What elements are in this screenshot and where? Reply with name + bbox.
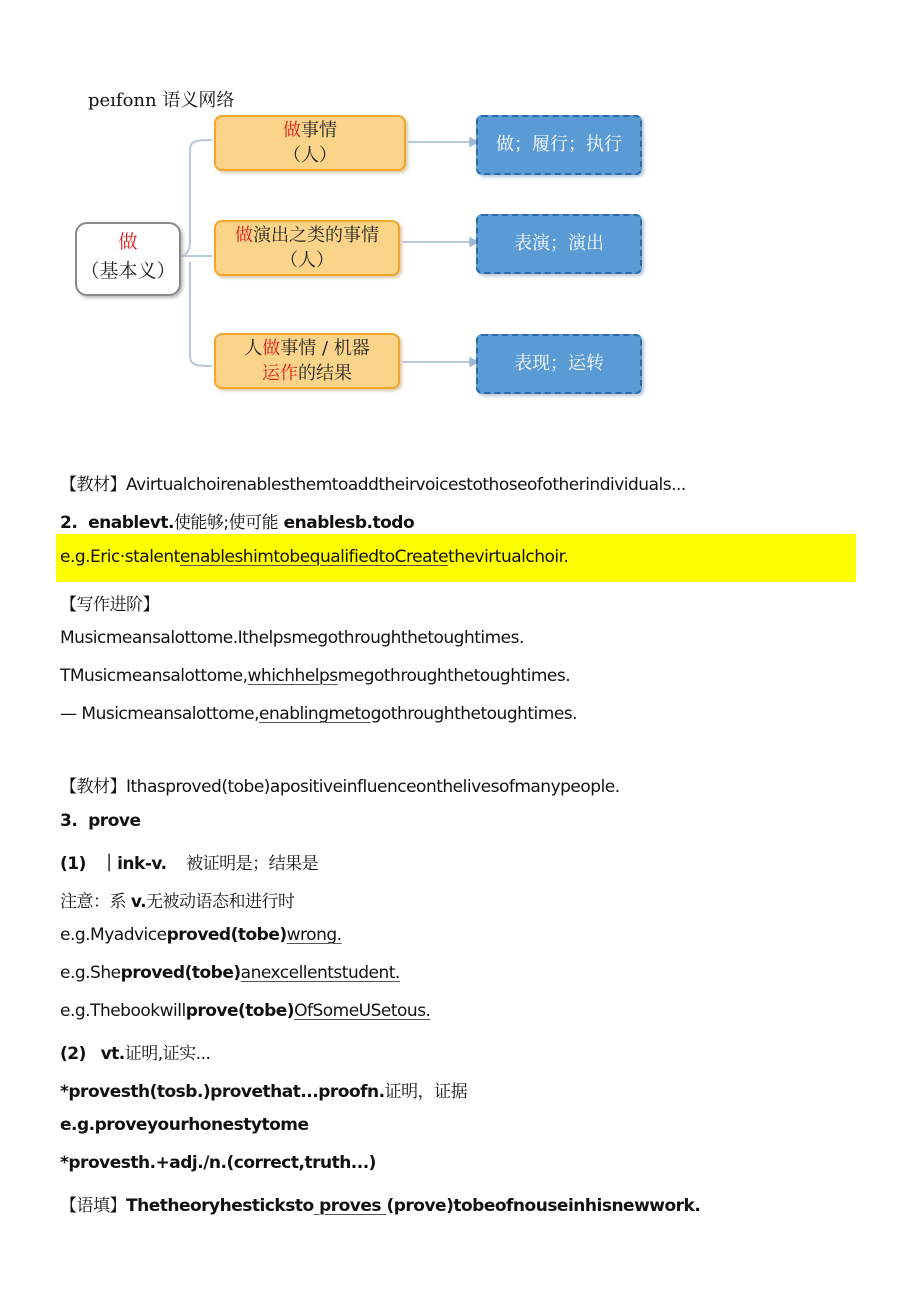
branch1-line2: （人） bbox=[283, 145, 337, 166]
heading3-num: 3. bbox=[60, 811, 78, 831]
writing-line-2 bbox=[60, 666, 570, 686]
diagram-title: peıfonn 语义网络 bbox=[88, 90, 235, 111]
heading-num: 2. bbox=[60, 513, 78, 533]
heading-pattern: enablesb.todo bbox=[283, 513, 415, 533]
sub1-word: ｜ink-v. bbox=[100, 854, 167, 874]
writing-tag: 【写作进阶】 bbox=[60, 595, 159, 615]
writing-line-3 bbox=[60, 704, 577, 724]
branch1-red: 做 bbox=[283, 120, 301, 141]
ex1-underlined: wrong. bbox=[286, 925, 342, 945]
note-post: 无被动语态和进行时 bbox=[146, 892, 295, 912]
prove-example-1 bbox=[60, 925, 342, 945]
note-pre: 注意：系 bbox=[60, 892, 131, 912]
sub2-cn: 证明,证实... bbox=[124, 1044, 211, 1064]
ex2-pre: e.g.She bbox=[60, 963, 121, 983]
ex2-bold: proved(tobe) bbox=[120, 963, 241, 983]
branch3-line2-rest: 的结果 bbox=[298, 363, 352, 384]
branch2-red: 做 bbox=[235, 225, 253, 246]
w3-post: gothroughthetoughtimes. bbox=[370, 704, 578, 724]
example-enable bbox=[60, 547, 568, 567]
heading-word: enablevt. bbox=[88, 513, 174, 533]
ex1-bold: proved(tobe) bbox=[166, 925, 287, 945]
fill-pre: Thetheoryhesticksto bbox=[126, 1196, 314, 1216]
branch2-line2: （人） bbox=[280, 250, 334, 271]
pattern-line-2: e.g.proveyourhonestytome bbox=[60, 1115, 309, 1135]
textbook3-tag: 【教材】 bbox=[60, 777, 126, 797]
fill-blank-line bbox=[60, 1191, 700, 1216]
branch-node-2 bbox=[214, 220, 400, 276]
sub1-num: (1) bbox=[60, 854, 86, 874]
heading-enable bbox=[60, 508, 414, 533]
branch3-line2-red: 运作 bbox=[262, 363, 298, 384]
w2-underlined: whichhelps bbox=[247, 666, 338, 686]
sub1-line bbox=[60, 849, 318, 874]
root-node bbox=[75, 222, 181, 296]
heading-prove bbox=[60, 811, 140, 831]
sub1-cn: 被证明是；结果是 bbox=[186, 854, 319, 874]
fill-tag: 【语填】 bbox=[60, 1196, 126, 1216]
w3-pre: — Musicmeansalottome, bbox=[60, 704, 260, 724]
branch3-red: 做 bbox=[262, 338, 281, 359]
textbook-text: Avirtualchoirenablesthemtoaddtheirvoicestothoseofotherindividuals... bbox=[126, 475, 686, 495]
example-underlined: enableshimtobequalifiedtoCreate bbox=[179, 547, 449, 567]
target-node-1: 做；履行；执行 bbox=[476, 115, 642, 175]
w2-pre: TMusicmeansalottome, bbox=[60, 666, 248, 686]
sub2-line bbox=[60, 1039, 210, 1064]
example-post: thevirtualchoir. bbox=[448, 547, 569, 567]
prove-example-2 bbox=[60, 963, 400, 983]
connector-bracket-low bbox=[190, 262, 212, 366]
sub2-word: vt. bbox=[100, 1044, 125, 1064]
ex2-underlined: anexcellentstudent. bbox=[240, 963, 400, 983]
pattern-line-3: *provesth.+adj./n.(correct,truth...) bbox=[60, 1153, 376, 1173]
ex3-underlined: OfSomeUSetous. bbox=[294, 1001, 431, 1021]
prove-example-3 bbox=[60, 1001, 430, 1021]
branch1-rest: 事情 bbox=[301, 120, 337, 141]
branch-node-3 bbox=[214, 333, 400, 389]
note-v: v. bbox=[130, 892, 147, 912]
heading3-word: prove bbox=[88, 811, 141, 831]
heading-cn: 使能够;使可能 bbox=[173, 513, 279, 533]
example-pre: e.g.Eric·stalent bbox=[60, 547, 180, 567]
ex3-bold: prove(tobe) bbox=[185, 1001, 295, 1021]
diagram-connectors bbox=[0, 0, 920, 420]
ex3-pre: e.g.Thebookwill bbox=[60, 1001, 186, 1021]
textbook-line-2 bbox=[60, 470, 686, 495]
sub2-num: (2) bbox=[60, 1044, 86, 1064]
fill-post: (prove)tobeofnouseinhisnewwork. bbox=[386, 1196, 701, 1216]
ex1-pre: e.g.Myadvice bbox=[60, 925, 167, 945]
root-char: 做 bbox=[118, 231, 138, 253]
textbook-tag: 【教材】 bbox=[60, 475, 126, 495]
target-node-2: 表演；演出 bbox=[476, 214, 642, 274]
note-line bbox=[60, 887, 295, 912]
fill-answer: proves bbox=[313, 1196, 387, 1216]
pattern-line-1 bbox=[60, 1077, 467, 1102]
w3-underlined: enablingmeto bbox=[259, 704, 371, 724]
p1-cn: 证明，证据 bbox=[384, 1082, 468, 1102]
branch2-rest: 演出之类的事情 bbox=[253, 225, 379, 246]
textbook3-text: Ithasproved(tobe)apositiveinfluenceonthelivesofmanypeople. bbox=[126, 777, 620, 797]
connector-bracket bbox=[178, 140, 212, 256]
root-sub: （基本义） bbox=[80, 260, 176, 282]
textbook-line-3 bbox=[60, 772, 620, 797]
branch-node-1 bbox=[214, 115, 406, 171]
p1-bold: *provesth(tosb.)provethat...proofn. bbox=[60, 1082, 385, 1102]
branch3-rest: 事情 / 机器 bbox=[280, 338, 370, 359]
branch3-pre: 人 bbox=[244, 338, 263, 359]
w2-post: megothroughthetoughtimes. bbox=[337, 666, 571, 686]
writing-line-1: Musicmeansalottome.Ithelpsmegothroughthetoughtimes. bbox=[60, 628, 524, 648]
target-node-3: 表现；运转 bbox=[476, 334, 642, 394]
